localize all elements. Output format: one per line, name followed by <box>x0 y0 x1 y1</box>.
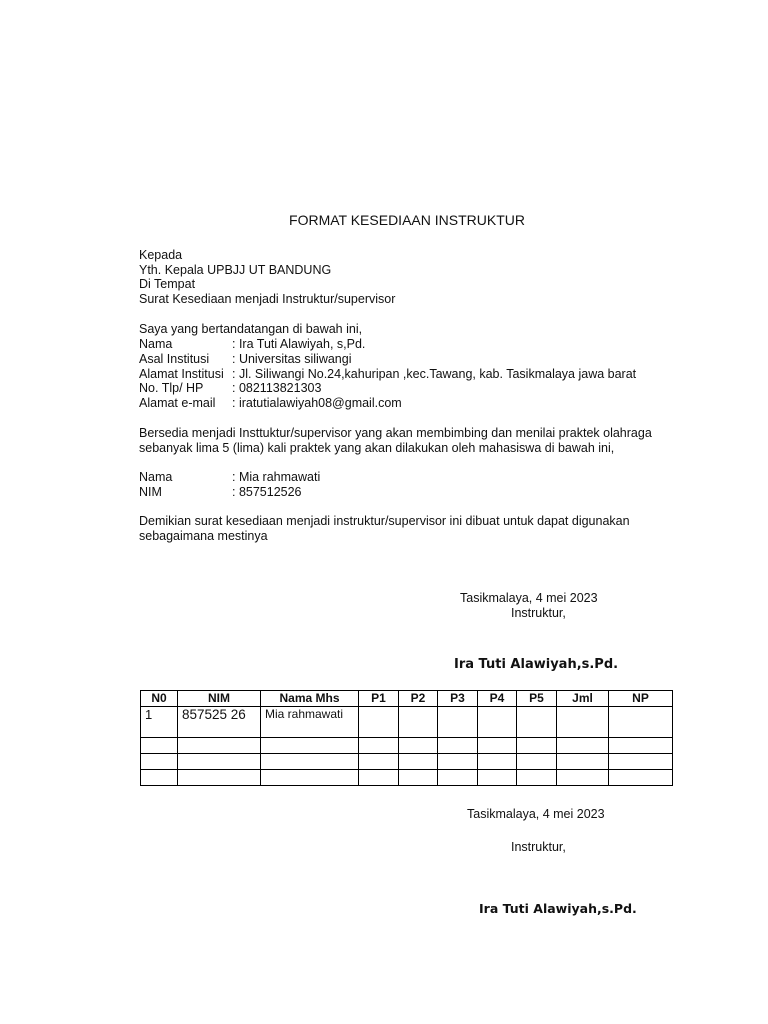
document-title: FORMAT KESEDIAAN INSTRUKTUR <box>289 212 525 228</box>
table-cell <box>399 707 438 738</box>
table-cell <box>478 770 517 786</box>
table-cell <box>178 770 261 786</box>
table-row <box>141 738 673 754</box>
identity-value: : iratutialawiyah08@gmail.com <box>232 396 402 410</box>
signature1-role: Instruktur, <box>511 606 566 620</box>
table-cell <box>399 770 438 786</box>
student-row-nama <box>139 470 320 485</box>
table-header-row <box>141 691 673 707</box>
table-cell <box>609 738 673 754</box>
table-cell <box>609 707 673 738</box>
table-cell <box>478 738 517 754</box>
table-cell <box>141 754 178 770</box>
table-cell <box>517 738 557 754</box>
table-header: P3 <box>438 691 478 707</box>
table-header: N0 <box>141 691 178 707</box>
intro-text: Saya yang bertandatangan di bawah ini, <box>139 322 363 336</box>
table-cell <box>141 738 178 754</box>
signature2-role: Instruktur, <box>511 840 566 854</box>
identity-row-email <box>139 396 402 411</box>
table-cell <box>517 707 557 738</box>
table-cell <box>261 770 359 786</box>
student-value: : Mia rahmawati <box>232 470 321 484</box>
identity-label: No. Tlp/ HP <box>139 381 204 395</box>
statement-line-1: Bersedia menjadi Insttuktur/supervisor yang akan membimbing dan menilai praktek olahraga <box>139 426 652 440</box>
table-header: P1 <box>359 691 399 707</box>
table-cell <box>261 738 359 754</box>
table-cell <box>359 707 399 738</box>
table-cell <box>399 738 438 754</box>
table-header: NP <box>609 691 673 707</box>
table-cell <box>359 754 399 770</box>
table-cell <box>557 754 609 770</box>
signature2-place-date: Tasikmalaya, 4 mei 2023 <box>467 807 605 821</box>
table-cell <box>438 770 478 786</box>
table-cell <box>359 738 399 754</box>
table-cell-no: 1 <box>141 707 178 738</box>
identity-label: Alamat e-mail <box>139 396 216 410</box>
grades-table <box>140 690 673 786</box>
table-header: P5 <box>517 691 557 707</box>
signature2-name: Ira Tuti Alawiyah,s.Pd. <box>479 901 637 916</box>
student-label: Nama <box>139 470 173 484</box>
table-cell <box>557 770 609 786</box>
identity-value: : Ira Tuti Alawiyah, s,Pd. <box>232 337 366 351</box>
identity-row-phone <box>139 381 321 396</box>
table-header: Jml <box>557 691 609 707</box>
identity-row-nama <box>139 337 365 352</box>
identity-label: Asal Institusi <box>139 352 210 366</box>
table-header: P4 <box>478 691 517 707</box>
table-header: Nama Mhs <box>261 691 359 707</box>
signature1-place-date: Tasikmalaya, 4 mei 2023 <box>460 591 598 605</box>
table-cell <box>557 707 609 738</box>
identity-value: : 082113821303 <box>232 381 322 395</box>
address-di-tempat: Di Tempat <box>139 277 196 291</box>
table-cell <box>557 738 609 754</box>
table-header: NIM <box>178 691 261 707</box>
table-cell <box>517 770 557 786</box>
identity-value: : Jl. Siliwangi No.24,kahuripan ,kec.Tawang, kab. Tasikmalaya jawa barat <box>232 367 637 381</box>
closing-line-2: sebagaimana mestinya <box>139 529 268 543</box>
table-cell <box>609 770 673 786</box>
table-header: P2 <box>399 691 438 707</box>
table-cell <box>517 754 557 770</box>
address-kepada: Kepada <box>139 248 183 262</box>
identity-value: : Universitas siliwangi <box>232 352 352 366</box>
table-cell <box>478 707 517 738</box>
table-cell <box>141 770 178 786</box>
table-cell <box>359 770 399 786</box>
table-cell <box>399 754 438 770</box>
table-cell <box>478 754 517 770</box>
table-cell <box>438 738 478 754</box>
table-cell-nim: 857525 26 <box>178 707 261 738</box>
table-row <box>141 754 673 770</box>
address-yth: Yth. Kepala UPBJJ UT BANDUNG <box>139 263 332 277</box>
table-cell <box>609 754 673 770</box>
table-cell <box>438 754 478 770</box>
table-cell <box>438 707 478 738</box>
identity-label: Alamat Institusi <box>139 367 224 381</box>
student-label: NIM <box>139 485 162 499</box>
closing-line-1: Demikian surat kesediaan menjadi instruktur/supervisor ini dibuat untuk dapat digunakan <box>139 514 630 528</box>
statement-line-2: sebanyak lima 5 (lima) kali praktek yang akan dilakukan oleh mahasiswa di bawah ini, <box>139 441 615 455</box>
identity-row-alamat <box>139 367 636 382</box>
identity-row-institusi <box>139 352 351 367</box>
table-row <box>141 770 673 786</box>
table-cell-nama: Mia rahmawati <box>261 707 359 738</box>
address-perihal: Surat Kesediaan menjadi Instruktur/supervisor <box>139 292 396 306</box>
table-row <box>141 707 673 738</box>
student-row-nim <box>139 485 302 500</box>
table-cell <box>261 754 359 770</box>
table-cell <box>178 754 261 770</box>
table-cell <box>178 738 261 754</box>
signature1-name: Ira Tuti Alawiyah,s.Pd. <box>454 657 619 672</box>
student-value: : 857512526 <box>232 485 302 499</box>
identity-label: Nama <box>139 337 173 351</box>
